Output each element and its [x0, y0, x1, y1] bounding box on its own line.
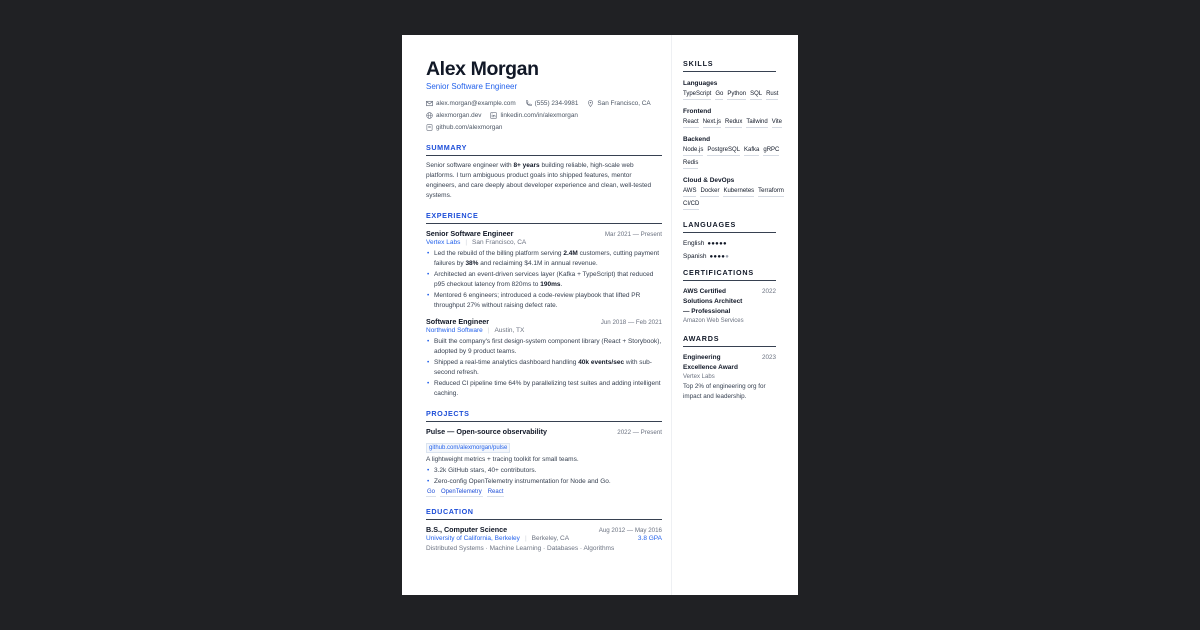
contact-email-text: alex.morgan@example.com: [436, 99, 516, 107]
mail-icon: [426, 100, 433, 107]
phone-icon: [525, 100, 532, 107]
certification-year: 2022: [761, 288, 776, 295]
project-link[interactable]: github.com/alexmorgan/pulse: [426, 443, 510, 453]
contact-website-text: alexmorgan.dev: [436, 111, 482, 119]
separator: |: [487, 327, 490, 334]
skill-tag: AWS: [683, 187, 696, 197]
experience-entry: [426, 229, 662, 311]
education-dates: Aug 2012 — May 2016: [598, 527, 662, 534]
list-item: [426, 358, 662, 378]
award-year: 2023: [761, 354, 776, 361]
company-name: Vertex Labs: [426, 239, 461, 246]
proficiency-filled: ●●●●: [709, 253, 726, 260]
bullet-highlight: 38%: [465, 260, 479, 267]
language-row: [683, 253, 798, 260]
proficiency-filled: ●●●●●: [707, 240, 727, 247]
certification-entry: [683, 287, 776, 326]
skill-tag: Rust: [766, 90, 778, 100]
skill-group: [683, 107, 798, 128]
main-column: [426, 57, 662, 554]
separator: |: [524, 535, 527, 542]
skill-tag: Next.js: [703, 118, 721, 128]
job-bullets: [426, 337, 662, 399]
list-item: • Zero-config OpenTelemetry instrumentation for Node and Go.: [426, 477, 662, 487]
gpa: 3.8 GPA: [637, 535, 662, 542]
skill-tag: PostgreSQL: [707, 146, 740, 156]
skill-tag: Kafka: [744, 146, 759, 156]
tag: OpenTelemetry: [441, 489, 482, 495]
bullet-text: Shipped a real-time analytics dashboard handling: [434, 359, 579, 366]
summary-text-end: building reliable, high-scale web platforms. I turn ambiguous product goals into shipped features, mentor engineers, and care deeply about developer experience and clean, well-tested systems.: [426, 162, 652, 199]
school-location: Berkeley, CA: [531, 535, 570, 542]
skill-tag: Redis: [683, 159, 698, 169]
skill-tag: Vite: [772, 118, 782, 128]
skill-group-label: Cloud & DevOps: [683, 177, 735, 184]
list-item: • 3.2k GitHub stars, 40+ contributors.: [426, 466, 662, 476]
list-item: • Reduced CI pipeline time 64% by parallelizing test suites and adding intelligent caching.: [426, 379, 662, 399]
skill-tag: Redux: [725, 118, 742, 128]
bullet-text: with sub-second refresh.: [434, 359, 652, 376]
job-dates: Jun 2018 — Feb 2021: [600, 319, 662, 326]
project-title: Pulse — Open-source observability: [426, 427, 548, 436]
experience-heading: EXPERIENCE: [426, 211, 662, 224]
list-item: • Mentored 6 engineers; introduced a code-review playbook that lifted PR throughput 27% without raising defect rate.: [426, 291, 662, 311]
bullet-text: Led the rebuild of the billing platform serving: [434, 250, 564, 257]
awards-heading: AWARDS: [683, 334, 776, 347]
globe-icon: [426, 112, 433, 119]
company-name: Northwind Software: [426, 327, 483, 334]
project-bullets: [426, 466, 662, 487]
tag: Go: [427, 489, 436, 495]
skill-group: [683, 135, 798, 169]
award-entry: [683, 353, 776, 402]
job-title: Senior Software Engineer: [426, 229, 514, 238]
bullet-highlight: 190ms: [540, 281, 561, 288]
award-issuer: Vertex Labs: [683, 374, 715, 380]
certification-name: AWS Certified Solutions Architect — Professional: [683, 288, 743, 315]
contact-phone-text: (555) 234-9981: [534, 99, 579, 107]
summary-heading: SUMMARY: [426, 143, 662, 156]
skill-tag: SQL: [750, 90, 762, 100]
github-icon: [426, 124, 433, 131]
skill-group-label: Languages: [683, 80, 718, 87]
proficiency-dots: [707, 241, 727, 247]
contact-phone[interactable]: [525, 100, 579, 107]
job-title: Software Engineer: [426, 317, 490, 326]
language-name: English: [683, 240, 705, 247]
skill-tag: gRPC: [763, 146, 779, 156]
candidate-name: Alex Morgan: [426, 58, 539, 80]
linkedin-icon: [490, 112, 497, 119]
skill-tag: Node.js: [683, 146, 703, 156]
job-location: Austin, TX: [494, 327, 525, 334]
award-description: Top 2% of engineering org for impact and leadership.: [683, 383, 766, 400]
job-dates: Mar 2021 — Present: [604, 231, 662, 238]
skill-tag: Tailwind: [746, 118, 767, 128]
projects-heading: PROJECTS: [426, 409, 662, 422]
sidebar: [671, 35, 798, 595]
bullet-highlight: 2.4M: [563, 250, 578, 257]
skill-tag: CI/CD: [683, 200, 699, 210]
contact-location: [587, 100, 650, 107]
bullet-text: and reclaiming $4.1M in annual revenue.: [478, 260, 598, 267]
certification-issuer: Amazon Web Services: [683, 318, 744, 324]
language-row: [683, 240, 798, 247]
summary-highlight: 8+ years: [513, 162, 540, 169]
list-item: [426, 249, 662, 269]
degree: B.S., Computer Science: [426, 525, 508, 534]
job-location: San Francisco, CA: [472, 239, 527, 246]
proficiency-dots: [710, 254, 730, 260]
education-entry: [426, 525, 662, 554]
bullet-text: Architected an event-driven services layer (Kafka + TypeScript) that reduced p95 checkout latency from 820ms to: [434, 271, 654, 288]
skill-group-label: Frontend: [683, 108, 712, 115]
tag: React: [487, 489, 504, 495]
contact-github-text: github.com/alexmorgan: [436, 123, 503, 131]
resume-page: [402, 35, 798, 595]
skill-tag: React: [683, 118, 699, 128]
skill-group: [683, 79, 798, 100]
project-description: A lightweight metrics + tracing toolkit for small teams.: [426, 456, 579, 463]
skills-heading: SKILLS: [683, 59, 776, 72]
list-item: [426, 270, 662, 290]
experience-entry: [426, 317, 662, 399]
summary-text: [426, 161, 662, 201]
contact-linkedin[interactable]: [490, 112, 577, 119]
skill-tag: Docker: [700, 187, 719, 197]
contact-linkedin-text: linkedin.com/in/alexmorgan: [500, 111, 578, 119]
skill-tag: Kubernetes: [723, 187, 754, 197]
project-tags: [426, 488, 662, 497]
skill-tag: Python: [727, 90, 746, 100]
skill-tag: Go: [715, 90, 723, 100]
certifications-heading: CERTIFICATIONS: [683, 268, 776, 281]
contact-email[interactable]: [426, 100, 516, 107]
bullet-text: .: [560, 281, 563, 288]
candidate-title: Senior Software Engineer: [426, 82, 518, 91]
contact-github[interactable]: [426, 124, 502, 131]
contact-location-text: San Francisco, CA: [597, 99, 651, 107]
project-entry: [426, 427, 662, 497]
bullet-text: customers, cutting payment failures by: [434, 250, 660, 267]
skill-group-label: Backend: [683, 136, 711, 143]
skill-tag: Terraform: [758, 187, 784, 197]
languages-heading: LANGUAGES: [683, 220, 776, 233]
contact-info: [426, 97, 662, 133]
proficiency-empty: ●: [725, 253, 730, 260]
map-pin-icon: [587, 100, 594, 107]
education-heading: EDUCATION: [426, 507, 662, 520]
school-name: University of California, Berkeley: [426, 535, 520, 542]
contact-website[interactable]: [426, 112, 481, 119]
award-name: Engineering Excellence Award: [683, 354, 738, 371]
list-item: • Built the company's first design-system component library (React + Storybook), adopted by 9 product teams.: [426, 337, 662, 357]
separator: |: [465, 239, 468, 246]
bullet-highlight: 40k events/sec: [578, 359, 625, 366]
language-name: Spanish: [683, 253, 707, 260]
skill-tag: TypeScript: [683, 90, 711, 100]
skill-group: [683, 176, 798, 210]
summary-text-start: Senior software engineer with: [426, 162, 514, 169]
project-dates: 2022 — Present: [617, 429, 662, 436]
job-bullets: [426, 249, 662, 311]
coursework: Distributed Systems · Machine Learning · Databases · Algorithms: [426, 545, 615, 552]
